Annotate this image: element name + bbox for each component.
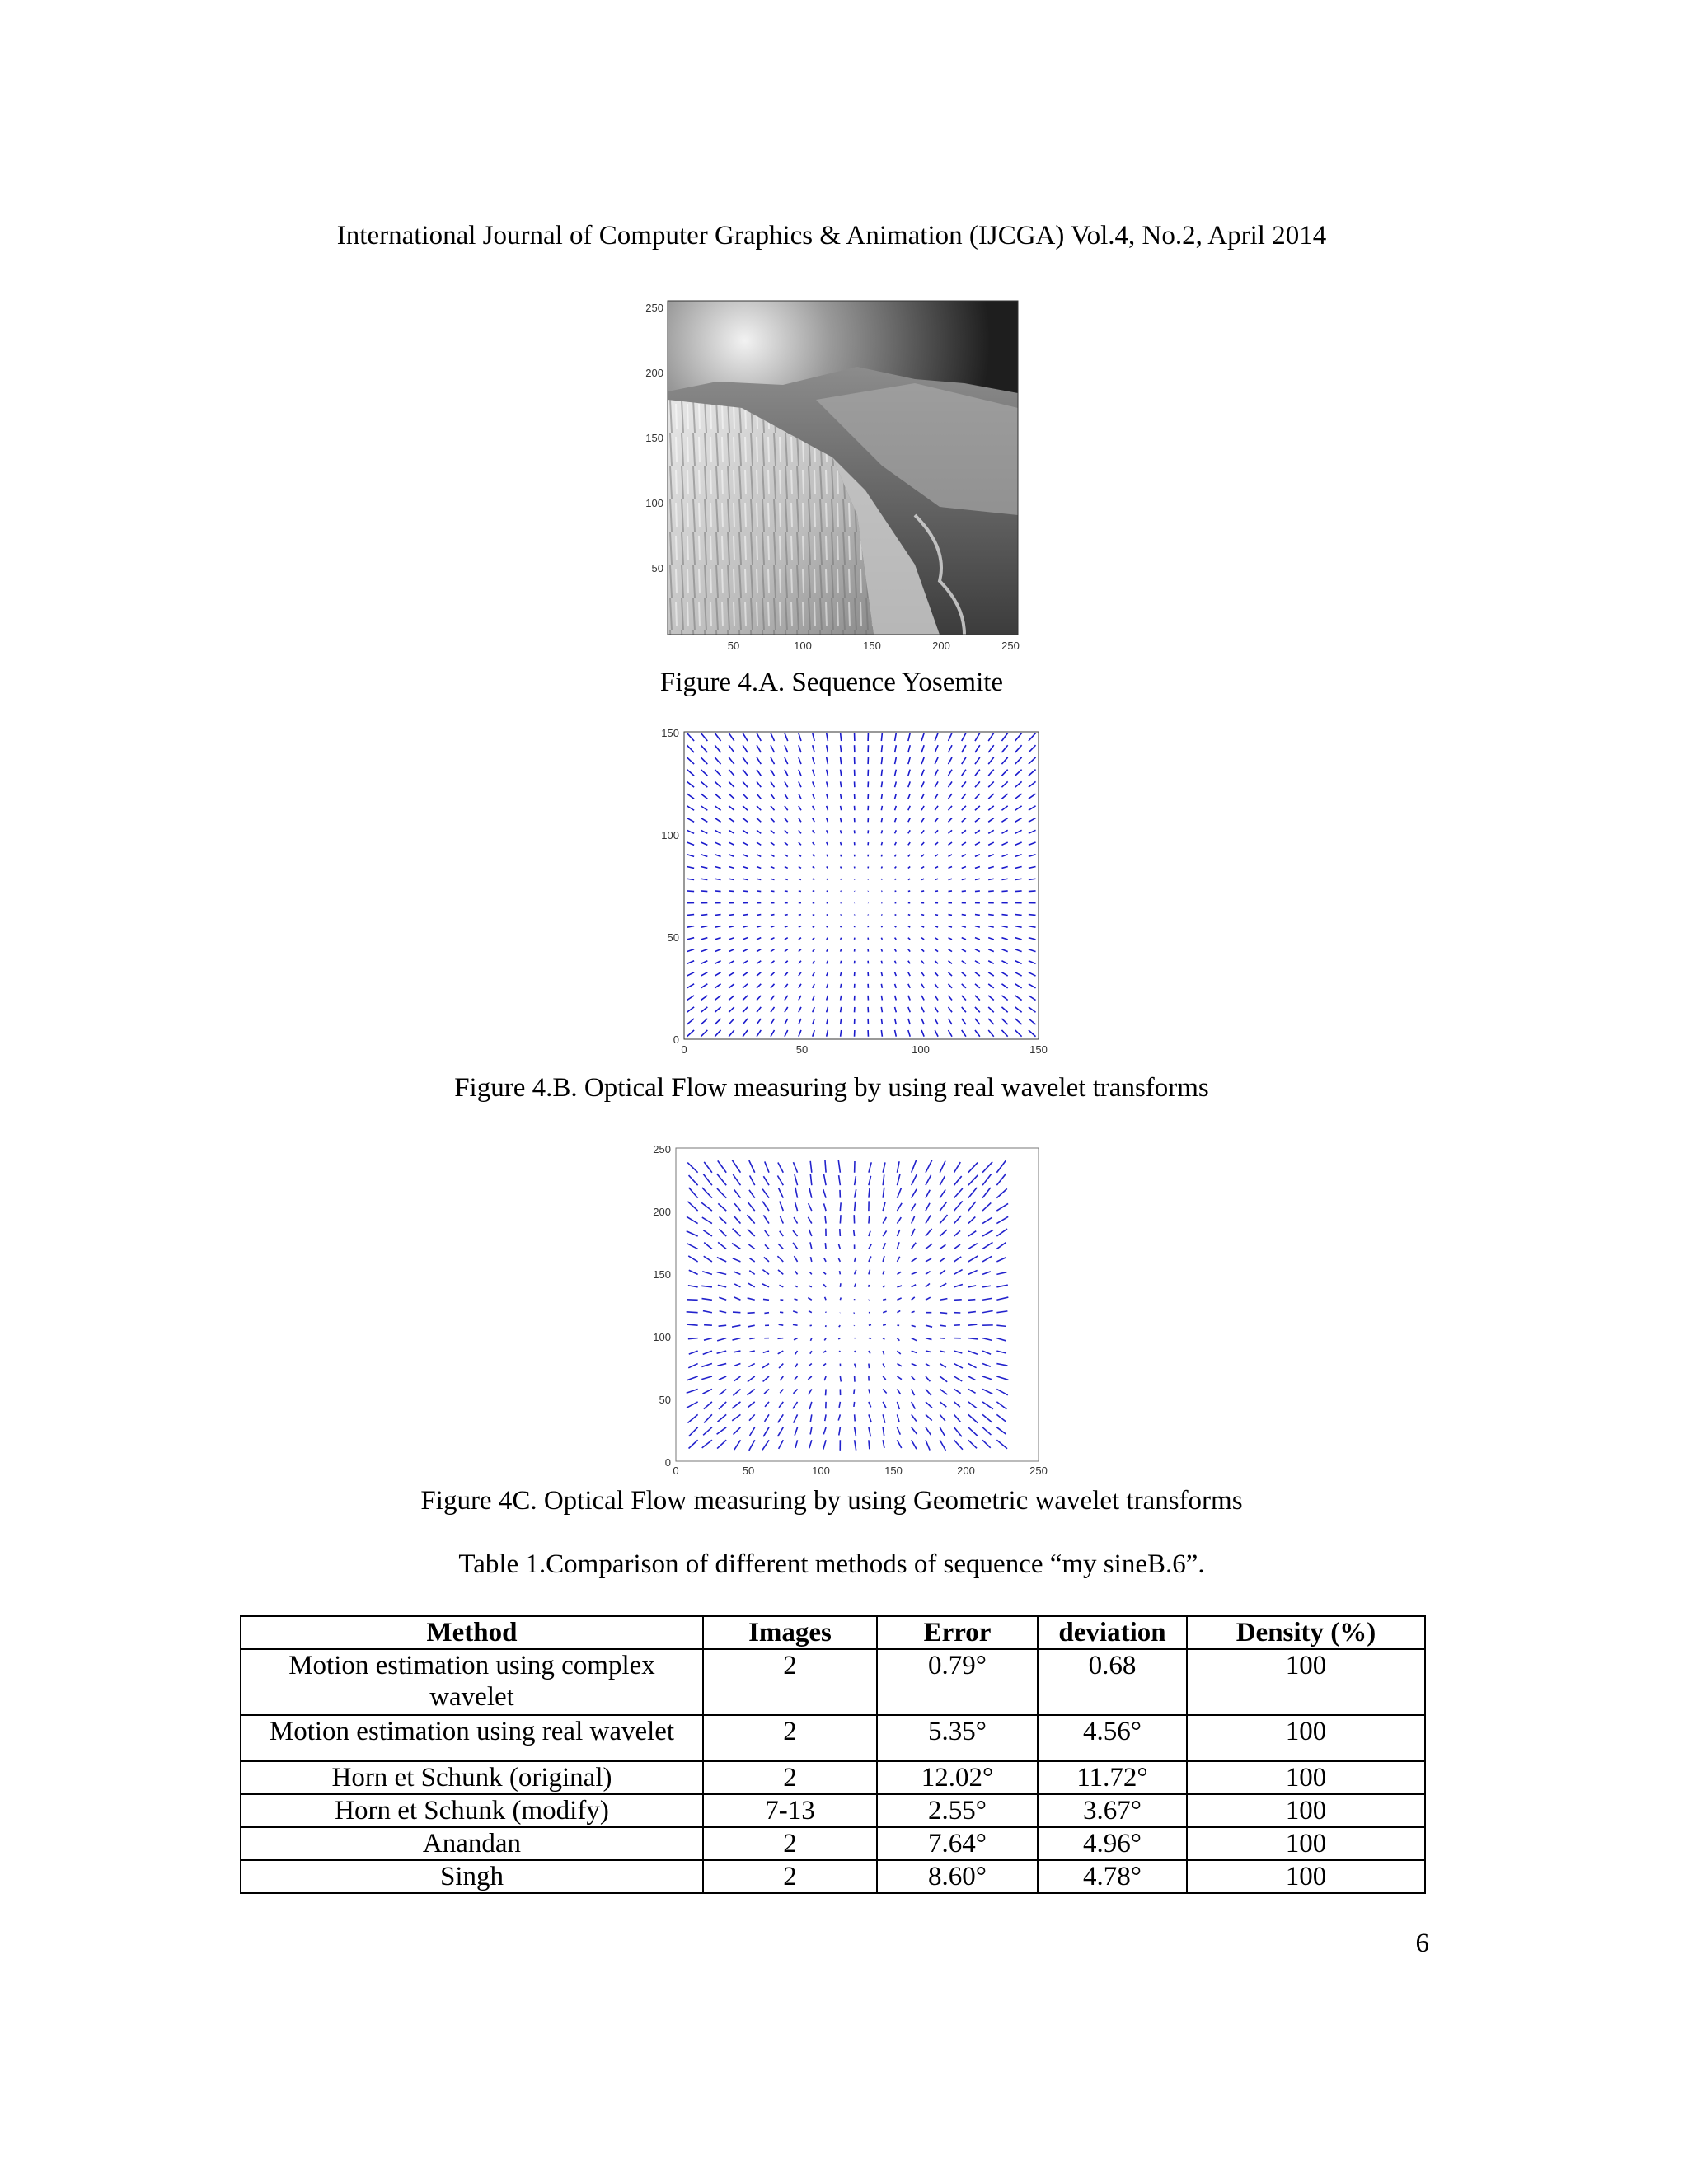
table-cell: Horn et Schunk (original) xyxy=(241,1761,703,1794)
flow-vector xyxy=(799,915,801,916)
table-cell: 100 xyxy=(1187,1715,1425,1761)
flow-vector xyxy=(881,830,882,833)
flow-vector xyxy=(719,1325,727,1326)
fig4c-x-tick: 100 xyxy=(812,1465,830,1477)
flow-vector xyxy=(841,867,842,869)
flow-vector xyxy=(729,891,734,892)
flow-vector xyxy=(799,891,801,892)
flow-vector xyxy=(757,915,761,916)
flow-vector xyxy=(779,1324,784,1325)
fig4a-y-tick: 150 xyxy=(645,432,663,444)
flow-vector xyxy=(935,891,938,892)
fig4c-y-tick: 250 xyxy=(653,1143,671,1155)
figure-4a-caption: Figure 4.A. Sequence Yosemite xyxy=(659,668,1004,697)
flow-vector xyxy=(968,1300,975,1301)
fig4c-x-tick: 200 xyxy=(957,1465,975,1477)
flow-vector xyxy=(810,1325,812,1326)
flow-vector xyxy=(841,915,842,916)
flow-vector xyxy=(881,996,882,1001)
table-cell: 100 xyxy=(1187,1649,1425,1715)
flow-vector xyxy=(841,830,842,833)
fig4c-y-tick: 0 xyxy=(664,1456,671,1469)
flow-vector xyxy=(771,891,775,892)
flow-vector xyxy=(881,891,882,892)
table-cell: 100 xyxy=(1187,1761,1425,1794)
flow-vector xyxy=(841,770,842,776)
flow-vector xyxy=(763,1299,769,1300)
flow-vector xyxy=(743,915,748,916)
flow-vector xyxy=(881,733,882,741)
fig4b-x-tick: 50 xyxy=(795,1043,809,1056)
flow-vector xyxy=(813,891,814,892)
table-cell: 4.56° xyxy=(1038,1715,1187,1761)
table-cell: 2.55° xyxy=(877,1794,1038,1827)
flow-vector xyxy=(968,1324,978,1325)
flow-vector xyxy=(855,1414,856,1421)
flow-vector xyxy=(975,891,980,892)
flow-vector xyxy=(840,1271,841,1274)
flow-vector xyxy=(687,1312,698,1313)
flow-vector xyxy=(687,915,694,916)
flow-vector xyxy=(1015,891,1022,892)
table-cell: Anandan xyxy=(241,1827,703,1860)
table-cell: 2 xyxy=(703,1860,877,1893)
table-cell: Motion estimation using complex wavelet xyxy=(241,1649,703,1715)
flow-vector xyxy=(780,1312,783,1313)
table-cell: 4.78° xyxy=(1038,1860,1187,1893)
flow-vector xyxy=(771,915,775,916)
flow-vector xyxy=(908,891,910,892)
flow-vector xyxy=(715,891,720,892)
table-cell: 5.35° xyxy=(877,1715,1038,1761)
flow-vector xyxy=(840,1376,841,1381)
flow-vector xyxy=(854,1389,855,1394)
fig4b-y-tick: 100 xyxy=(661,829,679,841)
running-header: International Journal of Computer Graphics & Animation (IJCGA) Vol.4, No.2, April 2014 xyxy=(336,221,1327,251)
flow-vector xyxy=(748,1313,755,1314)
flow-vector xyxy=(743,891,748,892)
flow-vector xyxy=(881,1007,882,1012)
fig4b-y-tick: 0 xyxy=(673,1033,679,1046)
flow-vector xyxy=(921,915,924,916)
flow-vector xyxy=(881,781,882,787)
table-cell: 7.64° xyxy=(877,1827,1038,1860)
flow-vector xyxy=(881,770,882,776)
flow-vector xyxy=(988,891,994,892)
flow-vector xyxy=(813,915,814,916)
fig4b-y-tick: 50 xyxy=(667,931,679,944)
flow-vector xyxy=(881,794,882,799)
flow-vector xyxy=(841,949,842,952)
flow-vector xyxy=(855,1202,856,1211)
flow-vector xyxy=(841,781,842,787)
column-header: Images xyxy=(703,1616,877,1649)
table-cell: 0.68 xyxy=(1038,1649,1187,1715)
flow-vector xyxy=(881,938,882,940)
flow-vector xyxy=(749,1338,754,1339)
flow-vector xyxy=(1029,891,1036,892)
flow-vector xyxy=(854,1313,855,1314)
flow-vector xyxy=(1015,915,1022,916)
flow-vector xyxy=(729,915,734,916)
fig4a-x-tick: 250 xyxy=(1001,640,1020,652)
flow-vector xyxy=(883,1324,886,1325)
flow-vector xyxy=(841,961,842,964)
flow-vector xyxy=(921,891,924,892)
flow-vector xyxy=(881,1030,882,1037)
flow-vector xyxy=(757,891,761,892)
figure-4a-yosemite-image xyxy=(635,297,1030,659)
figure-4c-quiver-plot xyxy=(635,1141,1063,1479)
table-cell: 100 xyxy=(1187,1827,1425,1860)
flow-vector xyxy=(883,1299,886,1300)
flow-vector xyxy=(841,938,842,940)
table-cell: Motion estimation using real wavelet xyxy=(241,1715,703,1761)
comparison-table xyxy=(240,1615,1426,1894)
flow-vector xyxy=(777,1338,783,1339)
flow-vector xyxy=(841,1030,842,1037)
table-cell: 12.02° xyxy=(877,1761,1038,1794)
fig4a-x-tick: 150 xyxy=(863,640,881,652)
flow-vector xyxy=(785,891,788,892)
flow-vector xyxy=(839,1351,840,1352)
table-cell: 100 xyxy=(1187,1860,1425,1893)
flow-vector xyxy=(840,1215,841,1223)
fig4b-x-tick: 100 xyxy=(912,1043,930,1056)
flow-vector xyxy=(881,867,882,869)
table-row xyxy=(241,1860,1425,1893)
flow-vector xyxy=(949,891,953,892)
flow-vector xyxy=(841,972,842,976)
fig4c-y-tick: 50 xyxy=(659,1394,671,1406)
flow-vector xyxy=(881,855,882,857)
flow-vector xyxy=(975,915,980,916)
fig4a-y-tick: 250 xyxy=(645,302,663,314)
flow-vector xyxy=(841,996,842,1001)
flow-vector xyxy=(881,818,882,823)
flow-vector xyxy=(841,842,842,845)
flow-vector xyxy=(949,915,953,916)
table-row xyxy=(241,1715,1425,1761)
flow-vector xyxy=(841,926,842,928)
flow-vector xyxy=(715,915,720,916)
flow-vector xyxy=(841,818,842,823)
flow-vector xyxy=(854,1230,855,1236)
flow-vector xyxy=(825,1243,826,1249)
flow-vector xyxy=(841,806,842,810)
flow-vector xyxy=(869,1324,871,1325)
flow-vector xyxy=(1001,891,1007,892)
flow-vector xyxy=(869,1216,870,1223)
flow-vector xyxy=(825,1216,826,1223)
table-cell: 0.79° xyxy=(877,1649,1038,1715)
flow-vector xyxy=(940,1325,946,1326)
fig4a-x-tick: 50 xyxy=(727,640,740,652)
table-cell: 2 xyxy=(703,1649,877,1715)
table-cell: 2 xyxy=(703,1761,877,1794)
flow-vector xyxy=(701,915,707,916)
table-cell: Singh xyxy=(241,1860,703,1893)
column-header: Method xyxy=(241,1616,703,1649)
flow-vector xyxy=(881,842,882,845)
flow-vector xyxy=(785,915,788,916)
flow-vector xyxy=(841,855,842,857)
table-row xyxy=(241,1794,1425,1827)
fig4c-x-tick: 150 xyxy=(884,1465,903,1477)
fig4b-x-tick: 0 xyxy=(681,1043,687,1056)
flow-vector xyxy=(908,915,910,916)
flow-vector xyxy=(701,891,707,892)
flow-vector xyxy=(841,891,842,892)
flow-vector xyxy=(1001,915,1007,916)
flow-vector xyxy=(881,806,882,810)
table-row xyxy=(241,1827,1425,1860)
figure-4b-quiver-plot xyxy=(651,725,1055,1063)
flow-vector xyxy=(895,915,897,916)
fig4a-y-tick: 200 xyxy=(645,367,663,379)
flow-vector xyxy=(988,915,994,916)
flow-vector xyxy=(841,1019,842,1024)
flow-vector xyxy=(881,757,882,764)
column-header: Density (%) xyxy=(1187,1616,1425,1649)
flow-vector xyxy=(935,915,938,916)
flow-vector xyxy=(841,794,842,799)
flow-vector xyxy=(841,984,842,988)
table-cell: 4.96° xyxy=(1038,1827,1187,1860)
flow-vector xyxy=(841,757,842,764)
flow-vector xyxy=(840,1202,841,1211)
flow-vector xyxy=(962,891,966,892)
flow-vector xyxy=(793,1324,798,1325)
flow-vector xyxy=(854,1402,855,1407)
flow-vector xyxy=(940,1313,947,1314)
fig4c-x-tick: 250 xyxy=(1029,1465,1048,1477)
page-number: 6 xyxy=(1415,1929,1429,1958)
flow-vector xyxy=(881,961,882,964)
fig4a-y-tick: 100 xyxy=(645,497,663,509)
flow-vector xyxy=(688,1338,698,1339)
table-cell: 3.67° xyxy=(1038,1794,1187,1827)
table-cell: Horn et Schunk (modify) xyxy=(241,1794,703,1827)
flow-vector xyxy=(687,891,694,892)
table-header-row xyxy=(241,1616,1425,1649)
table-cell: 2 xyxy=(703,1715,877,1761)
fig4a-x-tick: 200 xyxy=(932,640,950,652)
figure-4b-caption: Figure 4.B. Optical Flow measuring by using real wavelet transforms xyxy=(454,1073,1209,1103)
column-header: deviation xyxy=(1038,1616,1187,1649)
flow-vector xyxy=(881,745,882,752)
table-cell: 100 xyxy=(1187,1794,1425,1827)
flow-vector xyxy=(733,1312,740,1313)
flow-vector xyxy=(869,1364,870,1369)
table-row xyxy=(241,1761,1425,1794)
fig4c-y-tick: 200 xyxy=(653,1206,671,1218)
fig4b-y-tick: 150 xyxy=(661,727,679,739)
flow-vector xyxy=(881,1019,882,1024)
flow-vector xyxy=(840,1229,841,1236)
flow-vector xyxy=(826,1389,827,1395)
flow-vector xyxy=(881,972,882,976)
flow-vector xyxy=(881,926,882,928)
figure-4c-caption: Figure 4C. Optical Flow measuring by using Geometric wavelet transforms xyxy=(420,1486,1243,1516)
fig4c-y-tick: 100 xyxy=(653,1331,671,1343)
fig4a-x-tick: 100 xyxy=(794,640,812,652)
flow-vector xyxy=(881,949,882,952)
table-cell: 8.60° xyxy=(877,1860,1038,1893)
fig4b-x-tick: 150 xyxy=(1029,1043,1048,1056)
flow-vector xyxy=(838,1338,840,1339)
fig4c-y-tick: 150 xyxy=(653,1268,671,1281)
table-cell: 2 xyxy=(703,1827,877,1860)
fig4c-x-tick: 0 xyxy=(673,1465,679,1477)
flow-vector xyxy=(869,1440,870,1449)
flow-vector xyxy=(764,1313,769,1314)
column-header: Error xyxy=(877,1616,1038,1649)
flow-vector xyxy=(827,915,828,916)
flow-vector xyxy=(840,1283,841,1287)
fig4c-x-tick: 50 xyxy=(742,1465,755,1477)
table-cell: 7-13 xyxy=(703,1794,877,1827)
flow-vector xyxy=(841,745,842,752)
table-cell: 11.72° xyxy=(1038,1761,1187,1794)
flow-vector xyxy=(841,733,842,741)
flow-vector xyxy=(881,984,882,988)
flow-vector xyxy=(704,1325,712,1326)
flow-vector xyxy=(841,1007,842,1012)
flow-vector xyxy=(827,891,828,892)
flow-vector xyxy=(881,915,882,916)
flow-vector xyxy=(895,891,897,892)
table-row xyxy=(241,1649,1425,1715)
flow-vector xyxy=(962,915,966,916)
flow-vector xyxy=(687,1324,697,1325)
flow-vector xyxy=(1029,915,1036,916)
flow-vector xyxy=(840,1298,841,1301)
fig4a-y-tick: 50 xyxy=(651,562,663,574)
table-1-caption: Table 1.Comparison of different methods of sequence “my sineB.6”. xyxy=(458,1549,1205,1579)
